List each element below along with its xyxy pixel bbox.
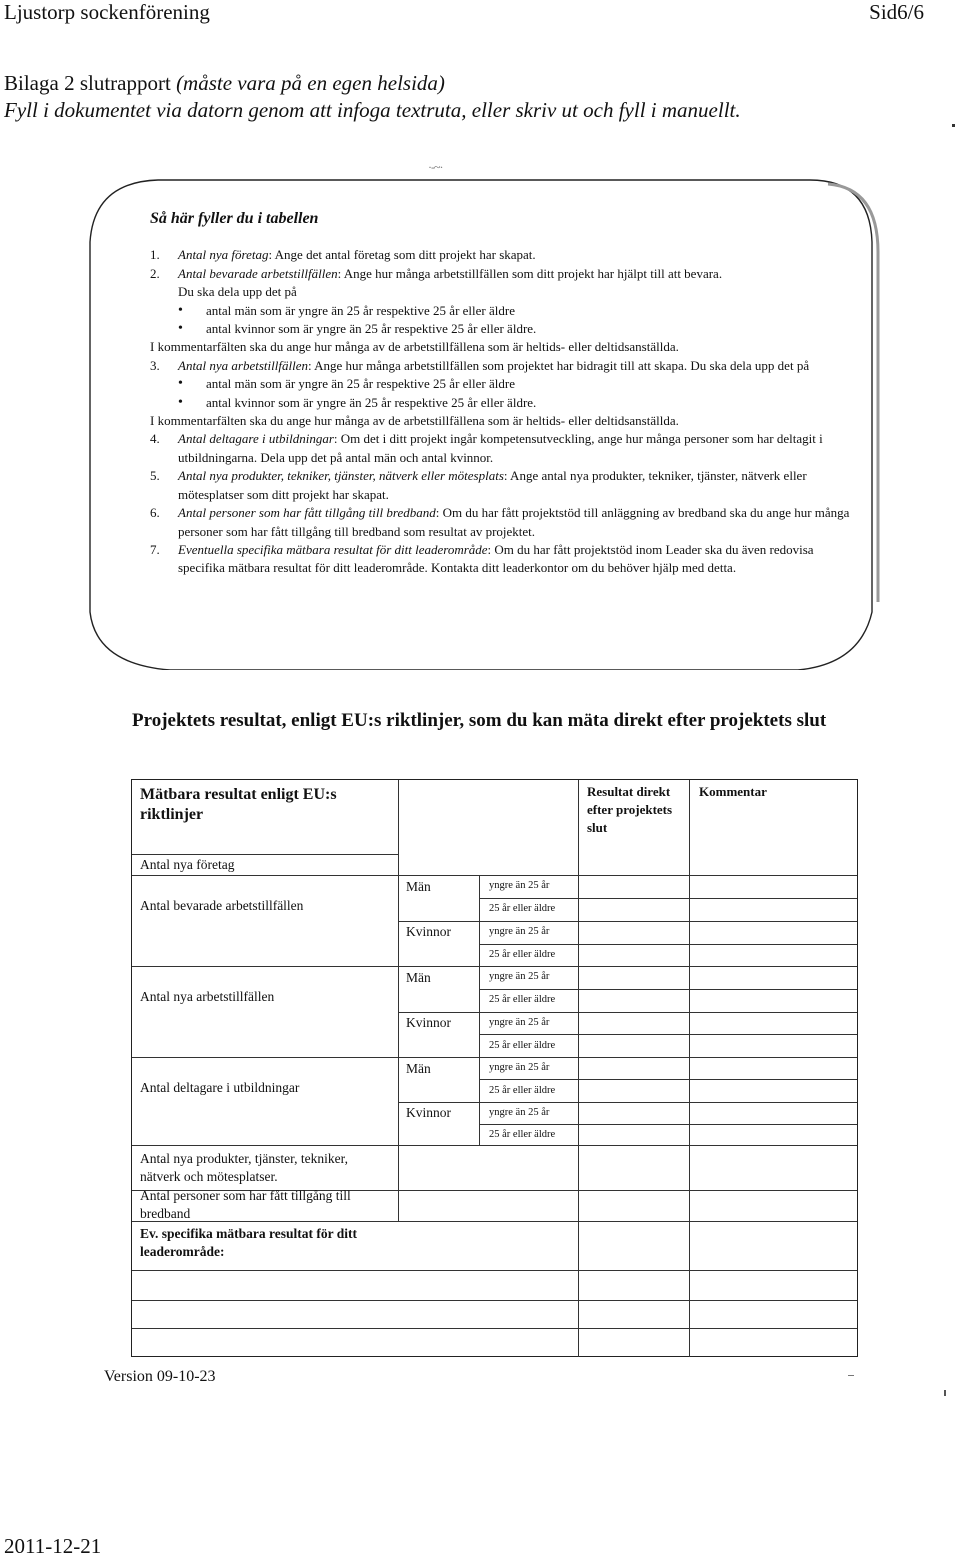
row-label-specifika: Ev. specifika mätbara resultat för ditt leaderområde:: [140, 1226, 357, 1259]
org-name: Ljustorp sockenförening: [4, 0, 210, 24]
age-younger: yngre än 25 år: [489, 1062, 550, 1073]
instruction-item-5: 5. Antal nya produkter, tekniker, tjänster, nätverk eller mötesplats: Ange antal nya produkter, tekniker, tjänster, nätverk eller mötesplatser som ditt projekt har skapat.: [150, 468, 807, 502]
age-younger: yngre än 25 år: [489, 1107, 550, 1118]
table-rule: [398, 1102, 857, 1103]
table-rule: [479, 1079, 857, 1080]
gender-women: Kvinnor: [406, 1015, 451, 1030]
table-divider: [479, 875, 480, 1145]
age-older: 25 år eller äldre: [489, 949, 556, 960]
bilaga-title: Bilaga 2 slutrapport: [4, 71, 177, 95]
table-rule: [479, 1124, 857, 1125]
page-number: Sid6/6: [869, 0, 924, 24]
table-rule: [479, 898, 857, 899]
bullet-women-2: • antal kvinnor som är yngre än 25 år respektive 25 år eller äldre.: [150, 320, 850, 338]
scan-speck: [944, 1390, 946, 1396]
age-older: 25 år eller äldre: [489, 1129, 556, 1140]
results-table: [131, 779, 858, 1357]
split-intro: Du ska dela upp det på: [178, 284, 297, 300]
table-rule: [479, 944, 857, 945]
col-header-result: Resultat direkt efter projektets slut: [587, 784, 673, 835]
gender-men: Män: [406, 879, 431, 894]
instruction-item-3: 3. Antal nya arbetstillfällen: Ange hur många arbetstillfällen som projektet har bidragit till att skapa. Du ska dela upp det på: [150, 357, 810, 373]
results-title: Projektets resultat, enligt EU:s riktlinjer, som du kan mäta direkt efter projektets slut: [132, 710, 827, 731]
table-rule: [132, 1057, 857, 1058]
version-label: Version 09-10-23: [104, 1368, 216, 1385]
table-rule: [132, 875, 857, 876]
table-rule: [132, 1328, 857, 1329]
age-older: 25 år eller äldre: [489, 994, 556, 1005]
age-younger: yngre än 25 år: [489, 926, 550, 937]
table-rule: [132, 854, 398, 855]
comment-note-2: I kommentarfälten ska du ange hur många av de arbetstillfällena som är heltids- eller deltidsanställda.: [150, 339, 679, 355]
instruction-item-2: 2. Antal bevarade arbetstillfällen: Ange hur många arbetstillfällen som ditt projekt har hjälpt till att bevara.: [150, 265, 723, 281]
comment-note-3: I kommentarfälten ska du ange hur många av de arbetstillfällena som är heltids- eller deltidsanställda.: [150, 413, 679, 429]
table-rule: [479, 1034, 857, 1035]
bullet-men-2: • antal män som är yngre än 25 år respektive 25 år eller äldre: [150, 302, 850, 320]
col-header-main: Mätbara resultat enligt EU:s riktlinjer: [140, 786, 337, 823]
instruction-block: [150, 210, 850, 578]
table-rule: [132, 1300, 857, 1301]
gender-women: Kvinnor: [406, 1105, 451, 1120]
age-older: 25 år eller äldre: [489, 903, 556, 914]
age-older: 25 år eller äldre: [489, 1040, 556, 1051]
row-label-nya-foretag: Antal nya företag: [140, 857, 235, 872]
bilaga-heading: [4, 70, 741, 124]
table-rule: [398, 1012, 857, 1013]
row-label-deltagare: Antal deltagare i utbildningar: [140, 1080, 300, 1095]
table-divider: [398, 780, 399, 1221]
instruction-item-7: 7. Eventuella specifika mätbara resultat för ditt leaderområde: Om du har fått projektstöd inom Leader ska du även redovisa specifika mätbara resultat för ditt leaderområde. Kontakta ditt leaderkontor om du behöver hjälp med detta.: [150, 541, 814, 576]
scan-speck: [848, 1375, 854, 1376]
document-date: 2011-12-21: [4, 1534, 102, 1558]
gender-men: Män: [406, 970, 431, 985]
instruction-item-6: 6. Antal personer som har fått tillgång till bredband: Om du har fått projektstöd till anläggning av bredband ska du ange hur många personer som har fått tillgång till bredband som resultat av projektet.: [150, 505, 850, 539]
row-label-produkter: Antal nya produkter, tjänster, tekniker, nätverk och mötesplatser.: [140, 1151, 348, 1184]
age-older: 25 år eller äldre: [489, 1085, 556, 1096]
bullet-men-3: • antal män som är yngre än 25 år respektive 25 år eller äldre: [150, 375, 850, 393]
table-rule: [132, 1270, 857, 1271]
instruction-item-4: 4. Antal deltagare i utbildningar: Om det i ditt projekt ingår kompetensutveckling, ange hur många personer som har deltagit i utbildningarna. Dela upp det på antal män och antal kvinnor.: [150, 431, 823, 465]
bilaga-instruction: Fyll i dokumentet via datorn genom att infoga textruta, eller skriv ut och fyll i manuellt.: [4, 98, 741, 122]
age-younger: yngre än 25 år: [489, 880, 550, 891]
col-header-comment: Kommentar: [699, 784, 767, 799]
instruction-item-1: 1. Antal nya företag: Ange det antal företag som ditt projekt har skapat.: [150, 247, 536, 263]
row-label-bredband: Antal personer som har fått tillgång till bredband: [140, 1188, 351, 1221]
instruction-title: Så här fyller du i tabellen: [150, 210, 319, 227]
table-rule: [398, 921, 857, 922]
table-rule: [132, 966, 857, 967]
bullet-women-3: • antal kvinnor som är yngre än 25 år respektive 25 år eller äldre.: [150, 394, 850, 412]
bilaga-note: (måste vara på en egen helsida): [176, 71, 445, 95]
gender-men: Män: [406, 1061, 431, 1076]
gender-women: Kvinnor: [406, 924, 451, 939]
row-label-nya-arbetstillfallen: Antal nya arbetstillfällen: [140, 989, 275, 1004]
age-younger: yngre än 25 år: [489, 971, 550, 982]
scan-mark: ·-~·: [428, 160, 443, 174]
scan-speck: [952, 124, 955, 127]
table-rule: [132, 1145, 857, 1146]
row-label-bevarade: Antal bevarade arbetstillfällen: [140, 898, 304, 913]
table-rule: [479, 989, 857, 990]
age-younger: yngre än 25 år: [489, 1017, 550, 1028]
